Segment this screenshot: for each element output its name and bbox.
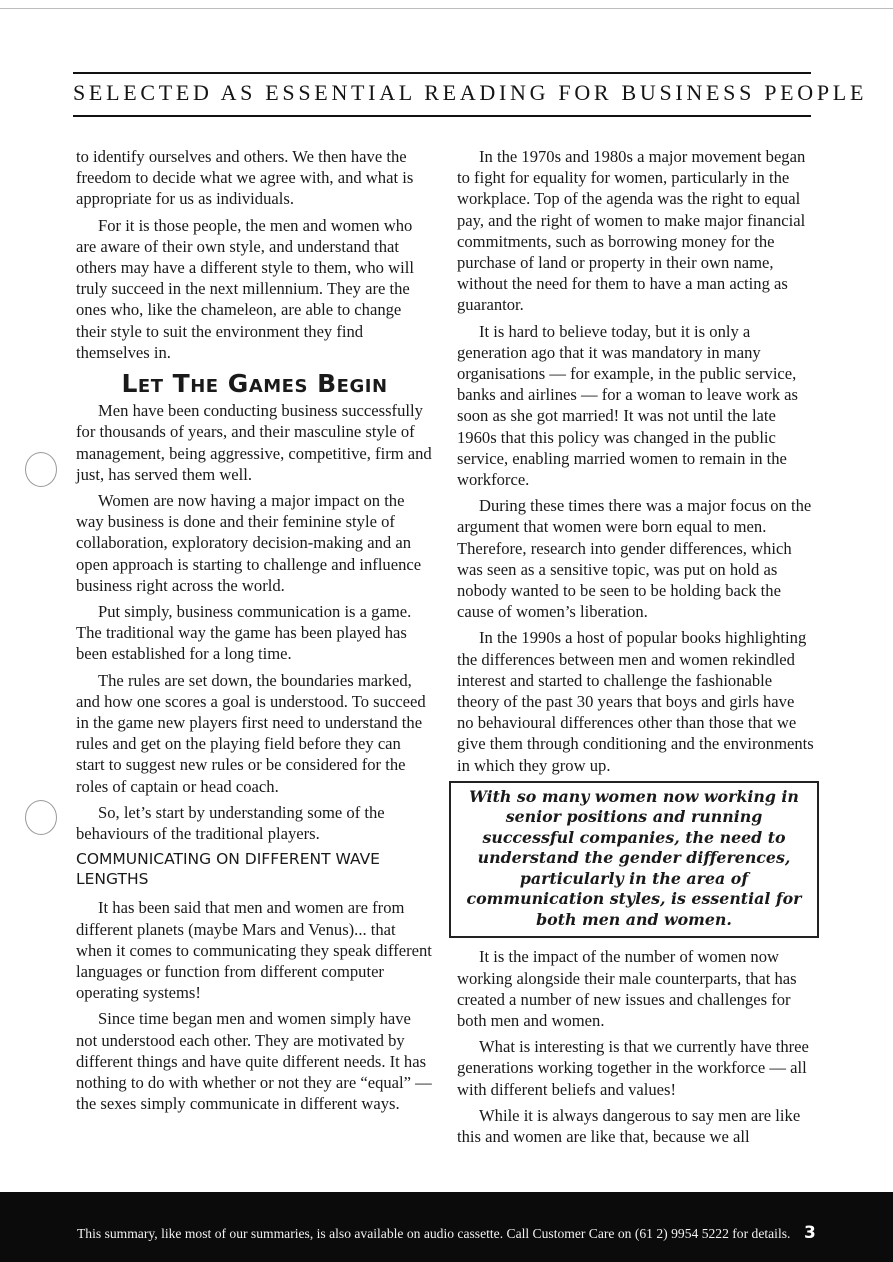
header-rule-bottom <box>73 115 811 117</box>
running-head: SELECTED AS ESSENTIAL READING FOR BUSINESS PEOPLE <box>73 80 868 105</box>
footer-text: This summary, like most of our summaries, is also available on audio cassette. Call Customer Care on (61 2) 9954 5222 for details. <box>77 1226 791 1241</box>
paragraph: It is the impact of the number of women now working alongside their male counterparts, that has created a number of new issues and challenges for both men and women. <box>457 947 797 1030</box>
pull-quote: With so many women now working in senior positions and running successful companies, the need to understand the gender differences, particularly in the area of communication styles, is essential for both men and women. <box>449 781 819 939</box>
punch-hole-icon <box>25 452 57 487</box>
paragraph: Men have been conducting business successfully for thousands of years, and their masculine style of management, being aggressive, competitive, firm and just, has served them well. <box>76 401 432 484</box>
top-edge-line <box>0 8 893 9</box>
paragraph: During these times there was a major focus on the argument that women were born equal to men. Therefore, research into gender differences, which was seen as a sensitive topic, was put on hold as nobody wanted to be seen to be holding back the cause of women’s liberation. <box>457 496 812 622</box>
paragraph: Since time began men and women simply have not understood each other. They are motivated by different things and have quite different needs. It has nothing to do with whether or not they are “equal” — the sexes simply communicate in different ways. <box>76 1009 432 1114</box>
paragraph: In the 1990s a host of popular books highlighting the differences between men and women rekindled interest and started to challenge the fashionable theory of the past 30 years that boys and girls have no behavioural differences other than those that we give them through conditioning and the environments in which they grow up. <box>457 628 814 775</box>
paragraph: Women are now having a major impact on the way business is done and their feminine style of collaboration, exploratory decision-making and an open approach is starting to challenge and influence business right across the world. <box>76 491 422 595</box>
paragraph: In the 1970s and 1980s a major movement began to fight for equality for women, particularly in the workplace. Top of the agenda was the right to equal pay, and the right of women to make major financial commitments, such as borrowing money for the purchase of land or property in their own name, without the need for them to have a man acting as guarantor. <box>457 147 806 315</box>
paragraph: The rules are set down, the boundaries marked, and how one scores a goal is understood. To succeed in the game new players first need to understand the rules and get on the playing field before they can start to suggest new rules or be considered for the roles of captain or head coach. <box>76 670 426 796</box>
paragraph: So, let’s start by understanding some of the behaviours of the traditional players. <box>76 802 385 844</box>
paragraph: It is hard to believe today, but it is only a generation ago that it was mandatory in many organisations — for example, in the public service, banks and airlines — for a woman to leave work as soon as she got married! It was not until the late 1960s that this policy was changed in the public service, enabling married women to remain in the workforce. <box>457 321 798 490</box>
right-column <box>457 146 814 1152</box>
paragraph: It has been said that men and women are from different planets (maybe Mars and Venus)... that when it comes to communicating they speak different languages or function from different computer operating systems! <box>76 898 432 1003</box>
header-rule-top <box>73 72 811 74</box>
punch-hole-icon <box>25 800 57 835</box>
page-number: 3 <box>804 1223 816 1243</box>
paragraph: What is interesting is that we currently have three generations working together in the workforce — all with different beliefs and values! <box>457 1037 809 1099</box>
paragraph: While it is always dangerous to say men are like this and women are like that, because we all <box>457 1105 801 1147</box>
sub-heading: COMMUNICATING ON DIFFERENT WAVE LENGTHS <box>76 850 380 889</box>
paragraph: For it is those people, the men and women who are aware of their own style, and understand that others may have a different style to them, who will truly succeed in the next millennium. They are the ones who, like the chameleon, are able to change their style to suit the environment they find themselves in. <box>76 215 414 362</box>
section-heading: Let The Games Begin <box>121 369 388 399</box>
paragraph: Put simply, business communication is a game. The traditional way the game has been played has been established for a long time. <box>76 602 412 664</box>
paragraph: to identify ourselves and others. We then have the freedom to decide what we agree with, and what is appropriate for us as individuals. <box>76 147 414 209</box>
left-column <box>76 146 433 1119</box>
